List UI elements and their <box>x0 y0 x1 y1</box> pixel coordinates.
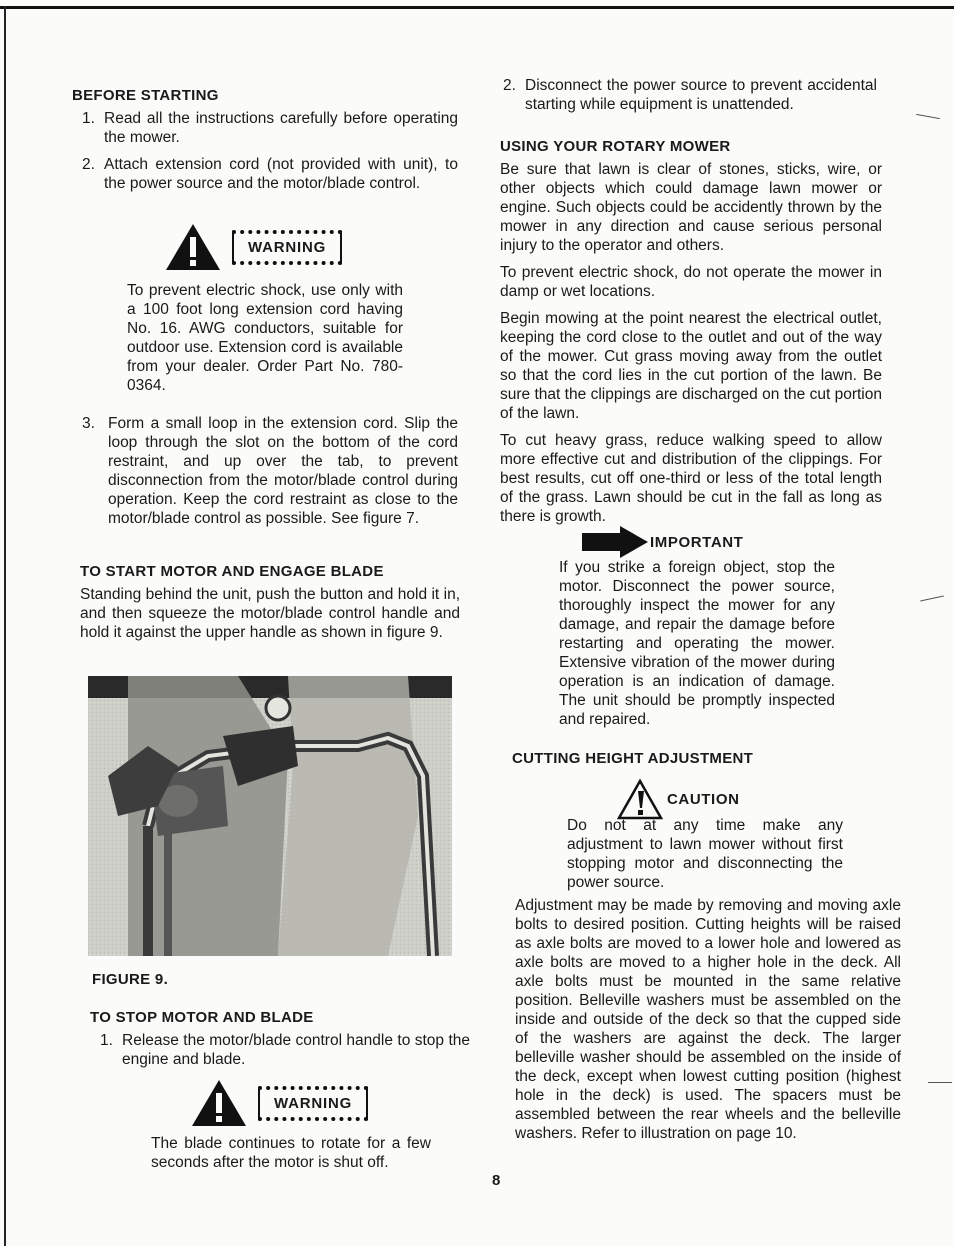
warning-banner <box>164 222 342 272</box>
margin-mark <box>928 1082 952 1083</box>
figure-9-photo <box>88 676 452 956</box>
page-number: 8 <box>492 1172 501 1189</box>
important-label: IMPORTANT <box>650 533 744 551</box>
caution-label: CAUTION <box>667 790 740 808</box>
warning-text: The blade continues to rotate for a few seconds after the motor is shut off. <box>151 1135 431 1171</box>
caution-triangle-icon <box>617 778 663 820</box>
cutting-text: Adjustment may be made by removing and moving axle bolts to desired position. Cutting heights will be raised as axle bolts are moved to a lower hole and lowered as axle bolts are moved to a higher hole in the deck. All axle bolts must be mounted in the same relative position. Belleville washers must be assembled on the inside and outside of the deck so that the cupped side of the washers are against the deck. The larger belleville washer should be assembled on the inside of the deck, except when lowest cutting position (highest hole in the deck) is used. The spacers must be assembled between the rear wheels and the belleville washers. Refer to illustration on page 10. <box>515 897 901 1142</box>
list-item: 2. Attach extension cord (not provided with unit), to the power source and the motor/blade control. <box>82 156 458 192</box>
top-border <box>0 6 954 9</box>
important-banner <box>582 526 743 558</box>
using-paragraph: Be sure that lawn is clear of stones, sticks, wire, or other objects which could damage lawn mower or engine. Such objects could be accidently thrown by the mower in any direction and cause serious personal injury to the operator and others. <box>500 161 882 254</box>
cutting-heading: CUTTING HEIGHT ADJUSTMENT <box>512 750 754 767</box>
using-paragraph: Begin mowing at the point nearest the electrical outlet, keeping the cord close to the outlet and out of the way of the mower. Cut grass moving away from the outlet so that the cord lies in the cut portion of the lawn. Be sure that the clippings are discharged on the cut portion of the lawn. <box>500 310 882 422</box>
using-section <box>500 137 882 534</box>
left-column <box>72 86 458 201</box>
margin-mark <box>920 596 944 602</box>
arrow-right-icon <box>582 526 648 558</box>
mower-handle-illustration <box>88 676 452 956</box>
before-starting-heading: BEFORE STARTING <box>72 87 219 104</box>
start-heading: TO START MOTOR AND ENGAGE BLADE <box>80 563 384 580</box>
warning-text: To prevent electric shock, use only with a 100 foot long extension cord having No. 16. AWG conductors, suitable for outdoor use. Extension cord is available from your dealer. Order Part No. 780-0364. <box>127 282 403 394</box>
important-text: If you strike a foreign object, stop the motor. Disconnect the power source, thoroughly inspect the mower for any damage, and repair the damage before restarting and operating the mower. Extensive vibration of the mower during operation is an indication of damage. The unit should be promptly inspected and repaired. <box>559 559 835 728</box>
caution-banner <box>617 778 740 820</box>
figure-caption: FIGURE 9. <box>92 971 169 988</box>
caution-text: Do not at any time make any adjustment to lawn mower without first stopping motor and disconnecting the power source. <box>567 817 843 891</box>
warning-triangle-icon <box>190 1078 248 1128</box>
list-item: 1. Read all the instructions carefully before operating the mower. <box>82 110 458 146</box>
warning-label: WARNING <box>258 1086 368 1121</box>
list-item: 2. Disconnect the power source to prevent accidental starting while equipment is unattended. <box>503 77 877 113</box>
start-text: Standing behind the unit, push the button and hold it in, and then squeeze the motor/blade control handle and hold it against the upper handle as shown in figure 9. <box>80 586 460 641</box>
warning-label: WARNING <box>232 230 342 265</box>
using-paragraph: To cut heavy grass, reduce walking speed to allow more effective cut and distribution of the clippings. For best results, cut off one-third or less of the total length of the grass. Lawn should be cut in the fall as long as there is growth. <box>500 432 882 525</box>
using-paragraph: To prevent electric shock, do not operate the mower in damp or wet locations. <box>500 264 882 300</box>
stop-heading: TO STOP MOTOR AND BLADE <box>90 1009 314 1026</box>
warning-triangle-icon <box>164 222 222 272</box>
start-section <box>80 562 460 650</box>
left-border <box>4 6 6 1246</box>
warning-banner <box>190 1078 368 1128</box>
stop-section <box>90 1008 470 1077</box>
using-heading: USING YOUR ROTARY MOWER <box>500 138 731 155</box>
margin-mark <box>916 114 940 119</box>
list-item: 3. Form a small loop in the extension cord. Slip the loop through the slot on the bottom of the cord restraint, and up over the tab, to prevent disconnection from the motor/blade control during operation. Keep the cord restraint as close to the motor/blade control as possible. See figure 7. <box>82 415 458 527</box>
list-item: 1. Release the motor/blade control handle to stop the engine and blade. <box>100 1032 470 1068</box>
